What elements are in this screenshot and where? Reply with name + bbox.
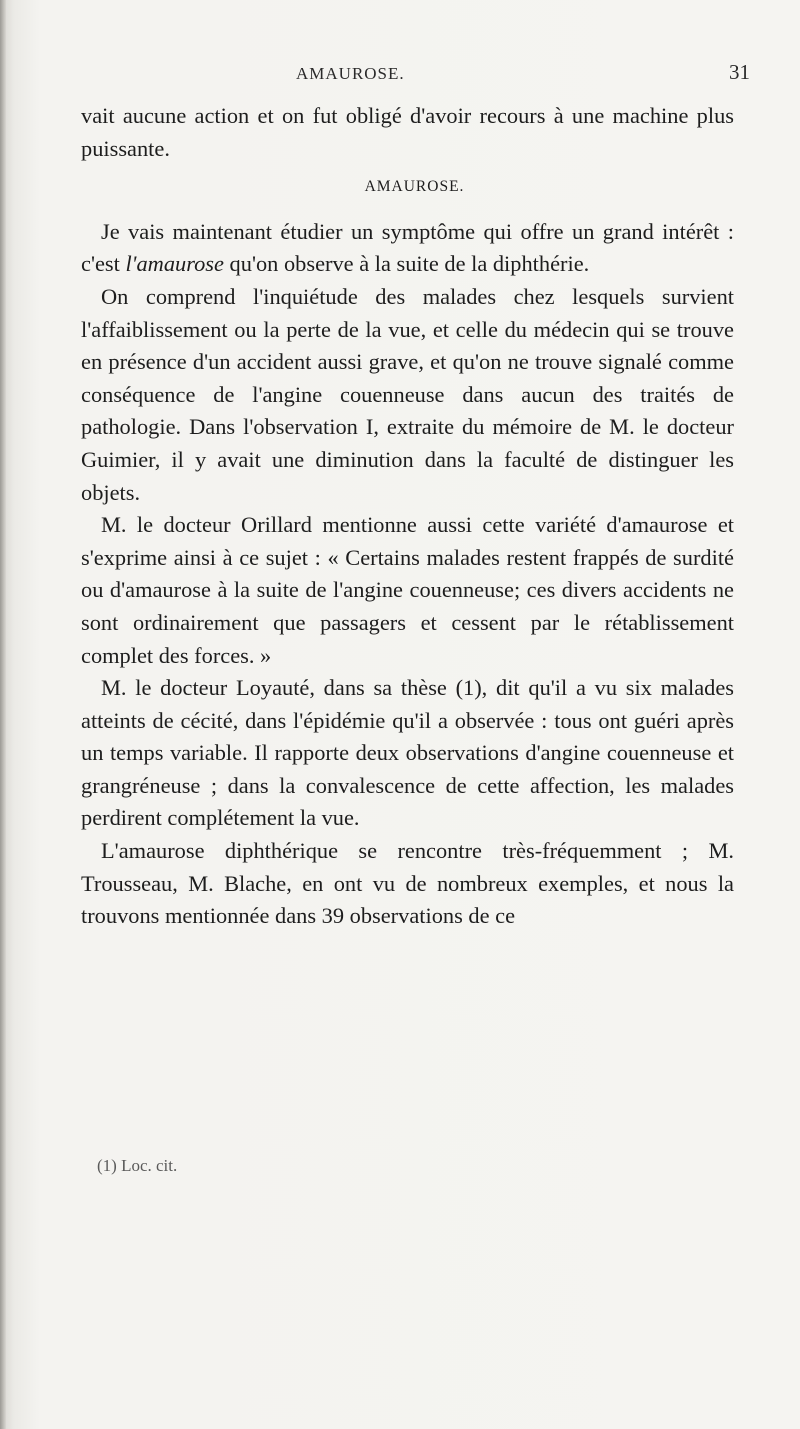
section-title: AMAUROSE. <box>364 178 465 196</box>
italic-term: l'amaurose <box>125 251 224 277</box>
paragraph: L'amaurose diphthérique se rencontre très-fréquemment ; M. Trousseau, M. Blache, en ont vu de nombreux exemples, et nous la trouvons mentionnée dans 39 observations de ce <box>81 838 734 929</box>
paragraph <box>81 216 734 281</box>
body-text <box>81 100 734 933</box>
paragraph-text: Je vais maintenant étudier un symptôme qui offre un grand intérêt : c'est <box>81 218 734 277</box>
paragraph-text: qu'on observe à la suite de la diphthérie. <box>223 251 590 277</box>
paragraph: On comprend l'inquiétude des malades chez lesquels survient l'affaiblissement ou la perte de la vue, et celle du médecin qui se trouve en présence d'un accident aussi grave, et qu'on ne trouve signalé comme conséquence de l'angine couenneuse dans aucun des traités de pathologie. Dans l'observation I, extraite du mémoire de M. le docteur Guimier, il y avait une diminution dans la faculté de distinguer les objets. <box>81 283 734 505</box>
paragraph: M. le docteur Loyauté, dans sa thèse (1), dit qu'il a vu six malades atteints de cécité, dans l'épidémie qu'il a observée : tous ont guéri après un temps variable. Il rapporte deux observations d'angine couenneuse et grangréneuse ; dans la convalescence de cette affection, les malades perdirent complétement la vue. <box>81 675 734 831</box>
page-edge-shadow <box>0 0 6 1429</box>
page-number: 31 <box>729 60 750 84</box>
footnote: (1) Loc. cit. <box>97 1156 178 1175</box>
paragraph: M. le docteur Orillard mentionne aussi cette variété d'amaurose et s'exprime ainsi à ce sujet : « Certains malades restent frappés de surdité ou d'amaurose à la suite de l'angine couenneuse; ces divers accidents ne sont ordinairement que passagers et cessent par le rétablissement complet des forces. » <box>81 512 734 668</box>
paragraph-continuation: vait aucune action et on fut obligé d'avoir recours à une machine plus puissante. <box>81 103 734 161</box>
running-head: AMAUROSE. <box>296 64 405 83</box>
